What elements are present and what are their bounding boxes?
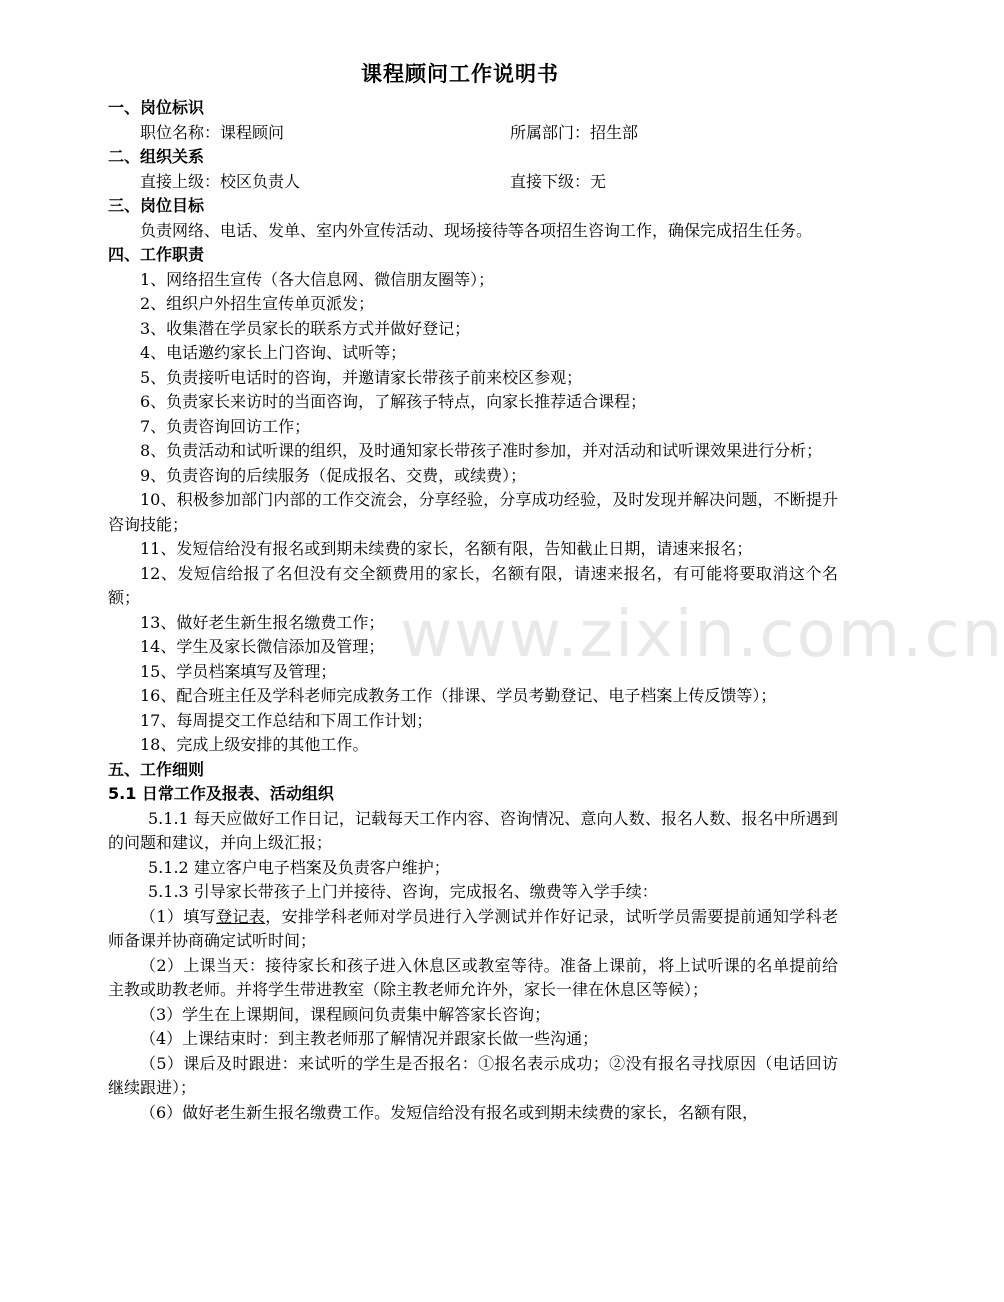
duty-item: 2、组织户外招生宣传单页派发； xyxy=(140,294,375,313)
registration-form-text: 登记表 xyxy=(216,906,266,926)
section-heading-5: 五、工作细则 xyxy=(108,759,205,779)
detail-item-3: （3）学生在上课期间，课程顾问负责集中解答家长咨询； xyxy=(140,1004,551,1024)
direct-subordinate: 直接下级：无 xyxy=(510,171,607,191)
duty-item: 13、做好老生新生报名缴费工作； xyxy=(140,612,385,632)
duty-item: 9、负责咨询的后续服务（促成报名、交费，或续费）； xyxy=(140,465,527,485)
department: 所属部门：招生部 xyxy=(510,122,639,142)
duty-item: 5、负责接听电话时的咨询，并邀请家长带孩子前来校区参观； xyxy=(140,367,583,387)
detail-item-1-body: ，安排学科老师对学员进行入学测试并作好记录，试听学员需要提前通知学科老师备课并协商确定试听时间； xyxy=(108,906,838,950)
duty-item: 16、配合班主任及学科老师完成教务工作（排课、学员考勤登记、电子档案上传反馈等）； xyxy=(140,686,777,705)
detail-5-1-1: 5.1.1 每天应做好工作日记，记载每天工作内容、咨询情况、意向人数、报名人数、报名中所遇到的问题和建议，并向上级汇报； xyxy=(108,808,838,852)
duty-item: 3、收集潜在学员家长的联系方式并做好登记； xyxy=(140,318,471,338)
detail-item-6: （6）做好老生新生报名缴费工作。发短信给没有报名或到期未续费的家长，名额有限， xyxy=(140,1102,759,1122)
organization-row xyxy=(108,170,838,195)
detail-5-1-3: 5.1.3 引导家长带孩子上门并接待、咨询，完成报名、缴费等入学手续： xyxy=(148,882,658,901)
duty-item: 11、发短信给没有报名或到期未续费的家长，名额有限，告知截止日期，请速来报名； xyxy=(140,539,753,558)
duty-item: 1、网络招生宣传（各大信息网、微信朋友圈等）； xyxy=(140,269,495,289)
section-heading-2: 二、组织关系 xyxy=(108,147,205,166)
document-body xyxy=(108,96,838,1125)
section-heading-3: 三、岗位目标 xyxy=(108,196,205,215)
duty-item: 17、每周提交工作总结和下周工作计划； xyxy=(140,710,433,730)
duty-item: 6、负责家长来访时的当面咨询，了解孩子特点，向家长推荐适合课程； xyxy=(140,392,647,411)
subsection-heading-5-1: 5.1 日常工作及报表、活动组织 xyxy=(108,784,334,803)
duty-item: 4、电话邀约家长上门咨询、试听等； xyxy=(140,343,407,362)
duty-item: 18、完成上级安排的其他工作。 xyxy=(140,735,369,754)
position-name: 职位名称：课程顾问 xyxy=(140,122,285,142)
page-title: 课程顾问工作说明书 xyxy=(361,62,559,86)
detail-5-1-2: 5.1.2 建立客户电子档案及负责客户维护； xyxy=(148,857,450,877)
detail-item-5: （5）课后及时跟进：来试听的学生是否报名：①报名表示成功；②没有报名寻找原因（电话回访继续跟进）； xyxy=(108,1053,838,1097)
duty-item: 8、负责活动和试听课的组织，及时通知家长带孩子准时参加，并对活动和试听课效果进行分析； xyxy=(140,441,823,460)
duty-item: 15、学员档案填写及管理； xyxy=(140,661,337,681)
detail-item-1-prefix: （1）填写 xyxy=(140,906,217,926)
position-info-row xyxy=(108,121,838,146)
duty-item: 14、学生及家长微信添加及管理； xyxy=(140,637,385,656)
section-heading-1: 一、岗位标识 xyxy=(108,98,205,117)
detail-item-2: （2）上课当天：接待家长和孩子进入休息区或教室等待。准备上课前，将上试听课的名单提前给主教或助教老师。并将学生带进教室（除主教老师允许外，家长一律在休息区等候）； xyxy=(108,955,838,999)
section-heading-4: 四、工作职责 xyxy=(108,245,205,264)
watermark-text: www.zixin.com.cn xyxy=(400,598,1004,672)
direct-superior: 直接上级：校区负责人 xyxy=(140,171,301,191)
detail-item-1 xyxy=(108,905,838,954)
detail-item-4: （4）上课结束时：到主教老师那了解情况并跟家长做一些沟通； xyxy=(140,1029,599,1048)
goal-paragraph: 负责网络、电话、发单、室内外宣传活动、现场接待等各项招生咨询工作，确保完成招生任务。 xyxy=(140,220,813,240)
duty-item: 7、负责咨询回访工作； xyxy=(140,416,311,436)
duty-item: 12、发短信给报了名但没有交全额费用的家长，名额有限，请速来报名，有可能将要取消这个名额； xyxy=(108,563,838,607)
duty-item: 10、积极参加部门内部的工作交流会，分享经验，分享成功经验，及时发现并解决问题，不断提升咨询技能； xyxy=(108,490,838,534)
